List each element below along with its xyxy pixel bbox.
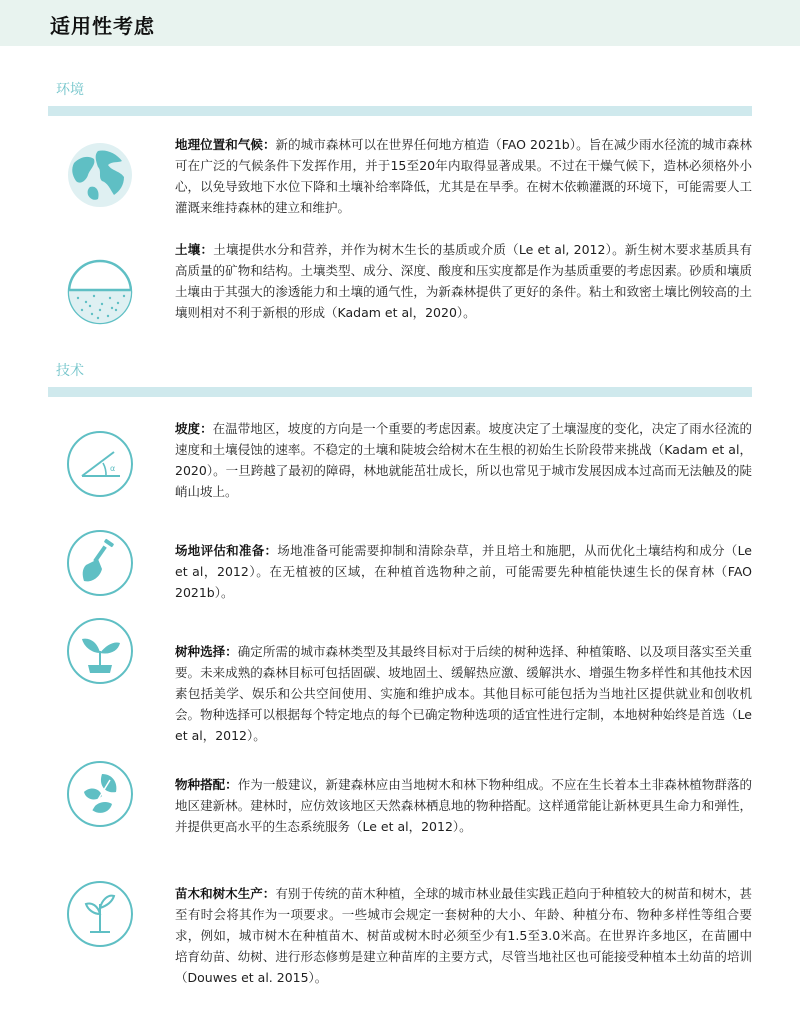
soil-icon (66, 258, 134, 326)
entry-term: 土壤： (175, 242, 214, 257)
section-label-environment: 环境 (56, 82, 84, 98)
entry-soil (175, 239, 752, 323)
section-label-technology: 技术 (56, 363, 84, 379)
entry-text: 场地准备可能需要抑制和清除杂草，并且培土和施肥，从而优化土壤结构和成分（Le et al，2012）。在无植被的区域，在种植首选物种之前，可能需要先种植能快速生长的保育林（FAO 2021b）。 (175, 543, 752, 600)
entry-term: 地理位置和气候： (175, 137, 276, 152)
entry-geography-climate (175, 134, 752, 218)
entry-slope (175, 418, 752, 502)
entry-term: 物种搭配： (175, 777, 238, 792)
entry-site-preparation (175, 540, 752, 603)
entry-term: 树种选择： (175, 644, 238, 659)
page-title: 适用性考虑 (50, 14, 155, 38)
entry-text: 在温带地区，坡度的方向是一个重要的考虑因素。坡度决定了土壤湿度的变化，决定了雨水径流的速度和土壤侵蚀的速率。不稳定的土壤和陡坡会给树木在生根的初始生长阶段带来挑战（Kadam et al，2020）。一旦跨越了最初的障碍，林地就能茁壮成长，所以也常见于城市发展因成本过高而无法触及的陡峭山坡上。 (175, 421, 752, 499)
entry-seedling-production (175, 883, 752, 988)
sprout-icon (66, 880, 134, 948)
entry-species-mix (175, 774, 752, 837)
entry-text: 有别于传统的苗木种植，全球的城市林业最佳实践正趋向于种植较大的树苗和树木，甚至有时会将其作为一项要求。一些城市会规定一套树种的大小、年龄、种植分布、物种多样性等组合要求，例如，城市树木在种植苗木、树苗或树木时必须至少有1.5至3.0米高。在世界许多地区，在苗圃中培育幼苗、幼树、进行形态修剪是建立种苗库的主要方式，尽管当地社区也可能接受种植本土幼苗的培训（Douwes et al. 2015）。 (175, 886, 752, 985)
entry-text: 确定所需的城市森林类型及其最终目标对于后续的树种选择、种植策略、以及项目落实至关重要。未来成熟的森林目标可包括固碳、坡地固土、缓解热应激、缓解洪水、增强生物多样性和其他技术因素包括美学、娱乐和公共空间使用、实施和维护成本。其他目标可能包括为当地社区提供就业和创收机会。物种选择可以根据每个特定地点的每个已确定物种选项的适宜性进行定制，本地树种始终是首选（Le et al，2012）。 (175, 644, 752, 743)
entry-term: 场地评估和准备： (175, 543, 278, 558)
slope-icon (66, 430, 134, 498)
entry-term: 苗木和树木生产： (175, 886, 276, 901)
section-bar-technology (48, 387, 752, 397)
entry-text: 新的城市森林可以在世界任何地方植造（FAO 2021b）。旨在减少雨水径流的城市森林可在广泛的气候条件下发挥作用，并于15至20年内取得显著成果。不过在干燥气候下，造林必须格外小心，以免导致地下水位下降和土壤补给率降低，尤其是在旱季。在树木依赖灌溉的环境下，可能需要人工灌溉来维持森林的建立和维护。 (175, 137, 752, 215)
entry-species-selection (175, 641, 752, 746)
shovel-icon (66, 529, 134, 597)
entry-term: 坡度： (175, 421, 213, 436)
section-bar-environment (48, 106, 752, 116)
entry-text: 土壤提供水分和营养，并作为树木生长的基质或介质（Le et al, 2012）。新生树木要求基质具有高质量的矿物和结构。土壤类型、成分、深度、酸度和压实度都是作为基质重要的考虑因素。砂质和壤质土壤由于其强大的渗透能力和土壤的通气性，为新森林提供了更好的条件。粘土和致密土壤比例较高的土壤则相对不利于新根的形成（Kadam et al，2020）。 (175, 242, 752, 320)
entry-text: 作为一般建议，新建森林应由当地树木和林下物种组成。不应在生长着本土非森林植物群落的地区建新林。建林时，应仿效该地区天然森林栖息地的物种搭配。这样通常能让新林更具生命力和弹性，并提供更高水平的生态系统服务（Le et al，2012）。 (175, 777, 752, 834)
seedling-icon (66, 617, 134, 685)
globe-icon (66, 141, 134, 209)
svg-text:α: α (110, 464, 116, 473)
leaves-icon (66, 760, 134, 828)
